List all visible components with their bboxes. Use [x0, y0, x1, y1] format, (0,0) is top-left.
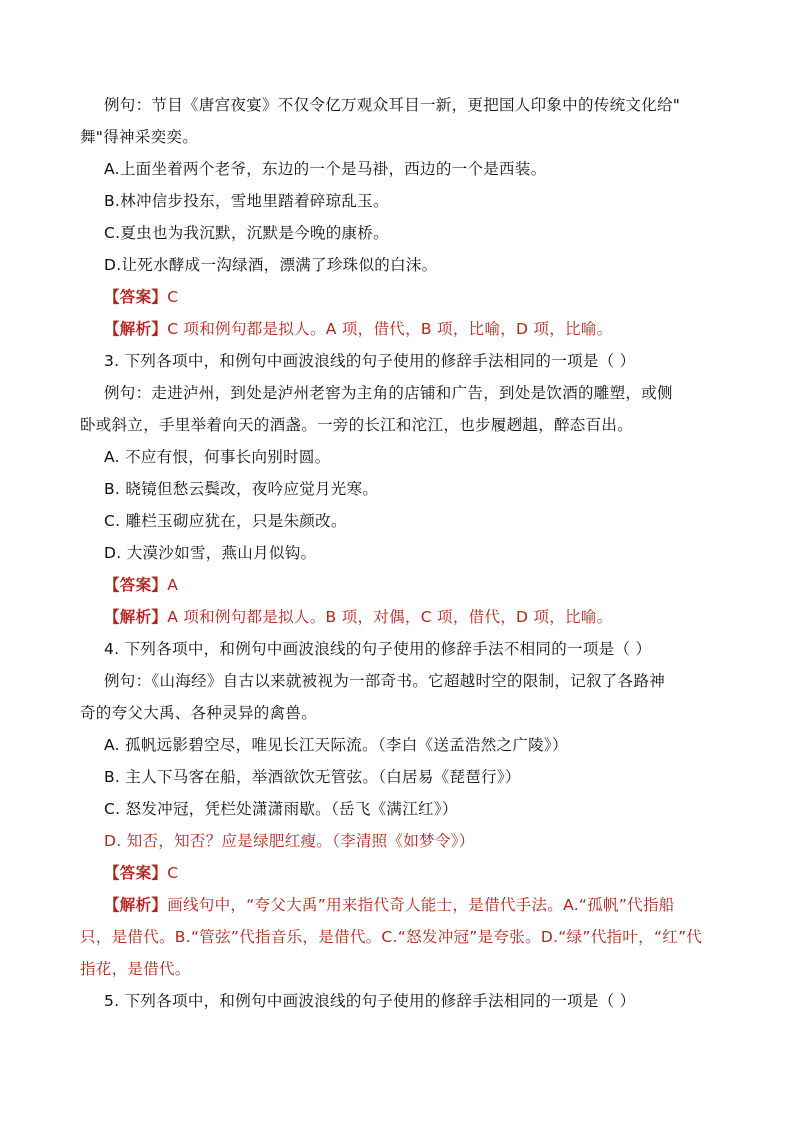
- analysis-line: [104, 319, 720, 339]
- line-text: D. 大漠沙如雪，燕山月似钩。: [104, 544, 317, 562]
- line-text: 指花，是借代。: [80, 960, 191, 978]
- line-text: 只，是借代。B.“管弦”代指音乐，是借代。C.“怒发冲冠”是夸张。D.“绿”代指叶，“红”代: [80, 928, 703, 946]
- answer-line: [104, 575, 720, 595]
- line-text: A. 不应有恨，何事长向别时圆。: [104, 448, 331, 466]
- text-line: [104, 511, 720, 531]
- line-text: 例句：节目《唐宫夜宴》不仅令亿万观众耳目一新，更把国人印象中的传统文化给": [104, 96, 681, 114]
- answer-value: C: [167, 288, 179, 306]
- line-text: 卧或斜立，手里举着向天的酒盏。一旁的长江和沱江，也步履趔趄，醉态百出。: [80, 416, 634, 434]
- line-text: C. 雕栏玉砌应犹在，只是朱颜改。: [104, 512, 347, 530]
- text-line: [104, 351, 720, 371]
- line-text: A.上面坐着两个老爷，东边的一个是马褂，西边的一个是西装。: [104, 160, 547, 178]
- analysis-label: 【解析】: [104, 608, 168, 626]
- text-line: [80, 703, 720, 723]
- analysis-text: A 项和例句都是拟人。B 项，对偶，C 项，借代，D 项，比喻。: [167, 608, 613, 626]
- answer-value: A: [167, 576, 179, 594]
- answer-line: [104, 287, 720, 307]
- line-text: 例句：《山海经》自古以来就被视为一部奇书。它超越时空的限制，记叙了各路神: [104, 672, 666, 690]
- text-line: [80, 415, 720, 435]
- text-line: [104, 447, 720, 467]
- text-line: [80, 927, 720, 947]
- line-text: B.林冲信步投东，雪地里踏着碎琼乱玉。: [104, 192, 389, 210]
- line-text: C.夏虫也为我沉默，沉默是今晚的康桥。: [104, 224, 389, 242]
- text-line: [104, 383, 720, 403]
- line-text: C. 怒发冲冠，凭栏处潇潇雨歇。（岳飞《满江红》）: [104, 800, 458, 818]
- analysis-label: 【解析】: [104, 896, 168, 914]
- line-text: B. 主人下马客在船，举酒欲饮无管弦。（白居易《琵琶行》）: [104, 768, 521, 786]
- answer-value: C: [167, 864, 179, 882]
- text-line: [104, 735, 720, 755]
- text-line: [104, 991, 720, 1011]
- text-line: [104, 767, 720, 787]
- text-line: [104, 95, 720, 115]
- analysis-text: 画线句中，“夸父大禹”用来指代奇人能士，是借代手法。A.“孤帆”代指船: [167, 896, 675, 914]
- line-text: 舞"得神采奕奕。: [80, 128, 199, 146]
- text-line: [104, 639, 720, 659]
- text-line: [104, 799, 720, 819]
- text-line: [104, 543, 720, 563]
- text-line: [104, 671, 720, 691]
- answer-label: 【答案】: [104, 576, 168, 594]
- line-text: A. 孤帆远影碧空尽，唯见长江天际流。（李白《送孟浩然之广陵》）: [104, 736, 568, 754]
- analysis-line: [104, 607, 720, 627]
- text-line: [104, 255, 720, 275]
- line-text: 奇的夸父大禹、各种灵异的禽兽。: [80, 704, 318, 722]
- analysis-text: C 项和例句都是拟人。A 项，借代，B 项，比喻，D 项，比喻。: [167, 320, 613, 338]
- text-line: [80, 959, 720, 979]
- line-text: 3. 下列各项中，和例句中画波浪线的句子使用的修辞手法相同的一项是（ ）: [104, 352, 636, 370]
- answer-label: 【答案】: [104, 864, 168, 882]
- text-line: [80, 127, 720, 147]
- text-line: [104, 831, 720, 851]
- text-line: [104, 159, 720, 179]
- line-text: D. 知否，知否？应是绿肥红瘦。（李清照《如梦令》）: [104, 832, 475, 850]
- line-text: B. 晓镜但愁云鬓改，夜吟应觉月光寒。: [104, 480, 379, 498]
- answer-label: 【答案】: [104, 288, 168, 306]
- line-text: D.让死水酵成一沟绿酒，漂满了珍珠似的白沫。: [104, 256, 438, 274]
- analysis-line: [104, 895, 720, 915]
- text-line: [104, 223, 720, 243]
- analysis-label: 【解析】: [104, 320, 168, 338]
- text-line: [104, 191, 720, 211]
- answer-line: [104, 863, 720, 883]
- line-text: 4. 下列各项中，和例句中画波浪线的句子使用的修辞手法不相同的一项是（ ）: [104, 640, 652, 658]
- line-text: 例句：走进泸州，到处是泸州老窖为主角的店铺和广告，到处是饮酒的雕塑，或侧: [104, 384, 673, 402]
- line-text: 5. 下列各项中，和例句中画波浪线的句子使用的修辞手法相同的一项是（ ）: [104, 992, 636, 1010]
- text-line: [104, 479, 720, 499]
